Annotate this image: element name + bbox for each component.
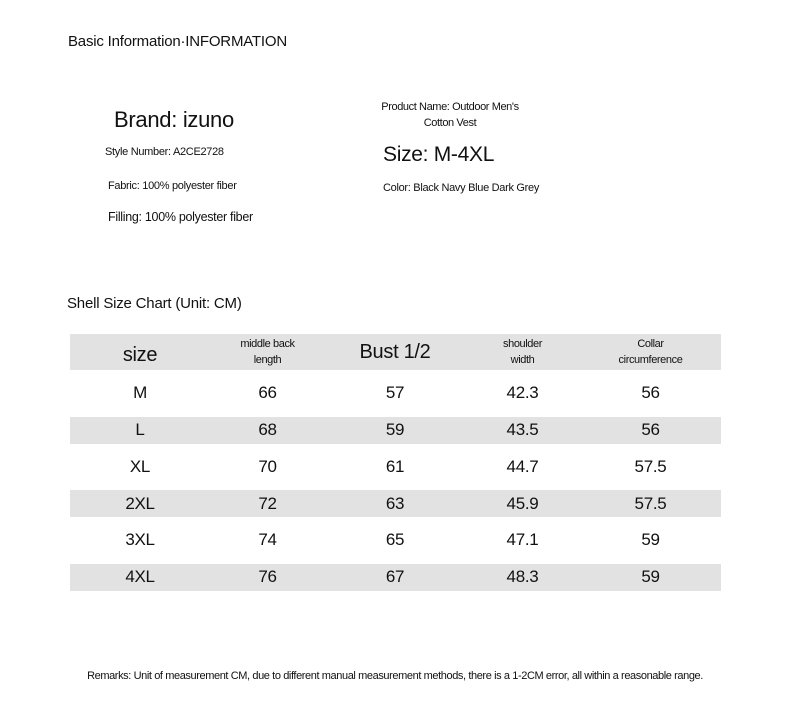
cell-collar: 59 (580, 564, 721, 591)
header-shoulder-line1: shoulder (503, 338, 542, 350)
product-name-label (380, 99, 520, 131)
fabric-label: Fabric: 100% polyester fiber (108, 180, 237, 192)
cell-bust-half: 63 (325, 490, 465, 517)
table-row (70, 564, 721, 591)
header-shoulder-line2: width (510, 354, 535, 366)
remarks-text: Remarks: Unit of measurement CM, due to different manual measurement methods, there is a 1-2CM error, all within a reasonable range. (87, 670, 703, 682)
table-row (70, 490, 721, 517)
section-title-basic-information: Basic Information·INFORMATION (68, 33, 287, 50)
brand-label: Brand: izuno (114, 107, 234, 132)
product-name-line2: Cotton Vest (423, 117, 477, 129)
cell-collar: 57.5 (580, 490, 721, 517)
cell-middle-back-length: 72 (210, 490, 325, 517)
cell-shoulder-width: 42.3 (506, 383, 539, 403)
product-name-line1: Product Name: Outdoor Men's (381, 101, 519, 113)
cell-collar: 59 (641, 530, 660, 550)
header-size: size (70, 334, 210, 370)
header-bust: Bust 1/2 (325, 334, 465, 370)
header-collar-line1: Collar (637, 338, 664, 350)
style-number-label: Style Number: A2CE2728 (105, 146, 224, 158)
size-chart-header-row (70, 334, 721, 370)
header-collar-line2: circumference (618, 354, 683, 366)
filling-label: Filling: 100% polyester fiber (108, 210, 253, 224)
header-collar-circumference (580, 334, 721, 370)
cell-size: 4XL (70, 564, 210, 591)
cell-size: 2XL (70, 490, 210, 517)
cell-size: 3XL (125, 530, 155, 550)
cell-size: XL (129, 456, 151, 476)
cell-shoulder-width: 43.5 (465, 417, 580, 444)
table-row (70, 444, 721, 491)
header-shoulder-width (465, 334, 580, 370)
cell-middle-back-length: 70 (258, 456, 277, 476)
cell-bust-half: 57 (385, 383, 405, 403)
table-row (70, 517, 721, 564)
cell-bust-half: 59 (325, 417, 465, 444)
cell-size: L (70, 417, 210, 444)
cell-middle-back-length: 68 (210, 417, 325, 444)
table-row (70, 417, 721, 444)
cell-shoulder-width: 47.1 (506, 530, 539, 550)
cell-bust-half: 67 (325, 564, 465, 591)
cell-shoulder-width: 48.3 (465, 564, 580, 591)
cell-collar: 56 (641, 383, 660, 403)
cell-shoulder-width: 44.7 (506, 456, 539, 476)
table-row (70, 370, 721, 417)
cell-collar: 57.5 (634, 456, 667, 476)
cell-collar: 56 (580, 417, 721, 444)
cell-middle-back-length: 66 (258, 383, 277, 403)
cell-bust-half: 65 (385, 530, 405, 550)
cell-middle-back-length: 74 (258, 530, 277, 550)
header-middle-back-line2: length (253, 354, 282, 366)
header-middle-back-length (210, 334, 325, 370)
cell-size: M (133, 383, 147, 403)
cell-shoulder-width: 45.9 (465, 490, 580, 517)
cell-middle-back-length: 76 (210, 564, 325, 591)
size-range-label: Size: M-4XL (383, 143, 495, 166)
cell-bust-half: 61 (385, 456, 405, 476)
section-title-size-chart: Shell Size Chart (Unit: CM) (67, 295, 242, 312)
color-label: Color: Black Navy Blue Dark Grey (383, 182, 540, 194)
size-chart-table (70, 334, 721, 591)
header-middle-back-line1: middle back (240, 338, 295, 350)
